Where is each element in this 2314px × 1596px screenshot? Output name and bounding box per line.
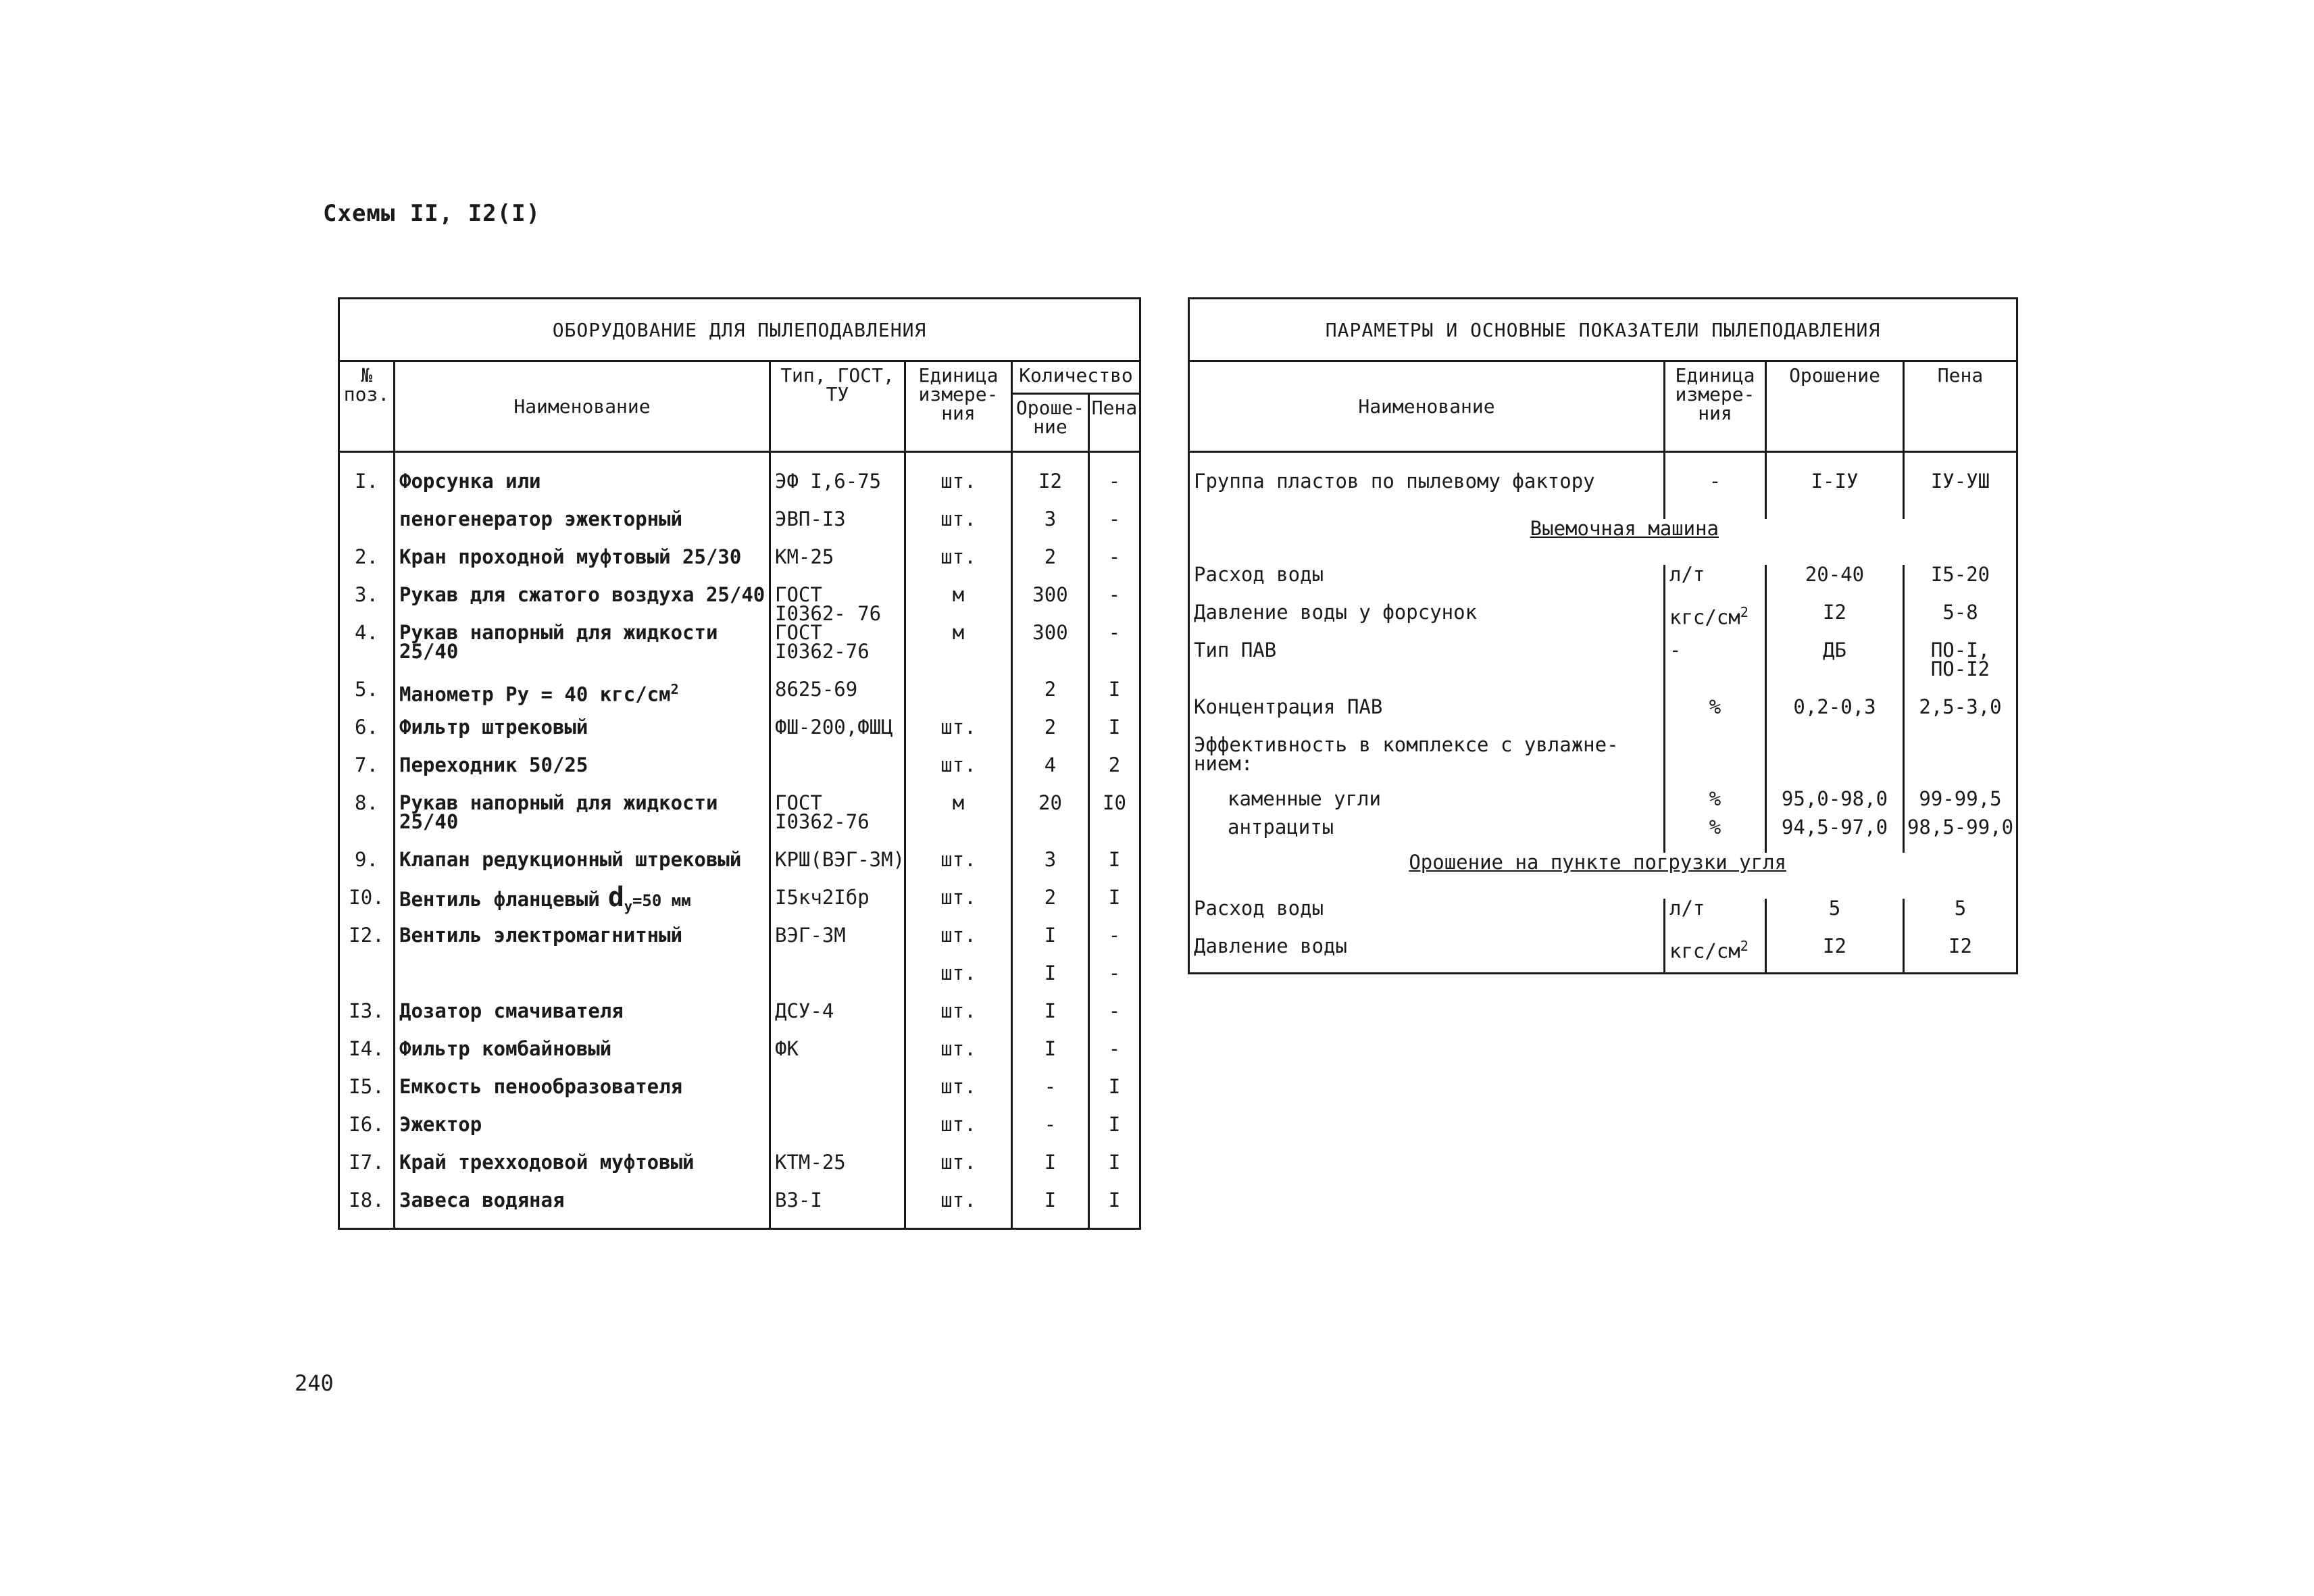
col-type-header: Тип, ГОСТ, ТУ [770, 361, 905, 452]
row-qty-foam: I [1089, 888, 1140, 926]
row-num: 6. [339, 718, 395, 755]
row-type: ГОСТ I0362- 76 [770, 585, 905, 623]
row-qty-water: I2 [1012, 472, 1089, 509]
row-num: I2. [339, 926, 395, 964]
param-water: ДБ [1766, 641, 1904, 697]
row-qty-water: 300 [1012, 585, 1089, 623]
row-name: пеногенератор эжекторный [395, 509, 770, 547]
row-qty-foam: I [1089, 1153, 1140, 1191]
table-row [1189, 472, 2017, 519]
param-unit: % [1665, 818, 1766, 853]
row-num: 4. [339, 623, 395, 680]
page-number: 240 [295, 1370, 334, 1396]
row-num: 9. [339, 850, 395, 888]
row-type: I5кч2Iбр [770, 888, 905, 926]
row-name: Клапан редукционный штрековый [395, 850, 770, 888]
row-qty-water: 3 [1012, 509, 1089, 547]
param-water: 94,5-97,0 [1766, 818, 1904, 853]
param-foam: 2,5-3,0 [1904, 697, 2017, 735]
row-type: 8625-69 [770, 680, 905, 718]
unit-text: кгс/см [1669, 939, 1740, 963]
param-name: Концентрация ПАВ [1189, 697, 1665, 735]
row-qty-water: 3 [1012, 850, 1089, 888]
row-qty-foam: - [1089, 509, 1140, 547]
row-name: Фильтр штрековый [395, 718, 770, 755]
row-type [770, 1077, 905, 1115]
param-name: Давление воды [1189, 937, 1665, 973]
row-unit: шт. [905, 1191, 1012, 1228]
row-qty-water: 300 [1012, 623, 1089, 680]
row-unit: м [905, 623, 1012, 680]
row-unit: шт. [905, 1153, 1012, 1191]
diameter-symbol: d [607, 882, 624, 913]
row-qty-water: 2 [1012, 547, 1089, 585]
row-name: Рукав напорный для жидкости 25/40 [395, 793, 770, 850]
table-row [339, 755, 1140, 793]
row-unit: шт. [905, 718, 1012, 755]
row-qty-water: I [1012, 1001, 1089, 1039]
row-name: Манометр Ру = 40 кгс/$см^2$ [395, 680, 770, 718]
row-qty-water: I [1012, 1191, 1089, 1228]
table-row [339, 472, 1140, 509]
param-water: I-IУ [1766, 472, 1904, 519]
row-type: ЭФ I,6-75 [770, 472, 905, 509]
table-row [339, 793, 1140, 850]
row-num: I0. [339, 888, 395, 926]
row-type: ВЭГ-3М [770, 926, 905, 964]
equipment-table-title: ОБОРУДОВАНИЕ ДЛЯ ПЫЛЕПОДАВЛЕНИЯ [339, 299, 1140, 361]
row-qty-water: 20 [1012, 793, 1089, 850]
table-row [1189, 899, 2017, 937]
section-title: Орошение на пункте погрузки угля [1409, 851, 1787, 874]
row-unit: м [905, 793, 1012, 850]
row-unit: шт. [905, 850, 1012, 888]
param-unit: - [1665, 472, 1766, 519]
param-foam: I5-20 [1904, 565, 2017, 603]
row-type: ГОСТ I0362-76 [770, 793, 905, 850]
table-row [339, 1039, 1140, 1077]
row-name: Дозатор смачивателя [395, 1001, 770, 1039]
table-row [339, 888, 1140, 926]
table-row [339, 623, 1140, 680]
row-type: КТМ-25 [770, 1153, 905, 1191]
params-col-foam-header: Пена [1904, 361, 2017, 452]
diameter-value: =50 мм [632, 891, 691, 910]
col-qty-water-header: Ороше- ние [1012, 393, 1089, 451]
row-unit: шт. [905, 509, 1012, 547]
params-table [1188, 297, 2018, 974]
row-unit: шт. [905, 472, 1012, 509]
row-qty-water: I [1012, 964, 1089, 1001]
param-foam: ПО-I, ПО-I2 [1904, 641, 2017, 697]
table-row [339, 718, 1140, 755]
table-row [1189, 789, 2017, 818]
param-water: 0,2-0,3 [1766, 697, 1904, 735]
table-row [339, 585, 1140, 623]
param-unit: % [1665, 697, 1766, 735]
row-qty-water: I [1012, 1153, 1089, 1191]
param-name: Группа пластов по пылевому фактору [1189, 472, 1665, 519]
row-qty-foam: - [1089, 1039, 1140, 1077]
row-name: Рукав для сжатого воздуха 25/40 [395, 585, 770, 623]
row-qty-foam: I0 [1089, 793, 1140, 850]
table-row [339, 1153, 1140, 1191]
param-water: I2 [1766, 937, 1904, 973]
row-num: 5. [339, 680, 395, 718]
row-unit: м [905, 585, 1012, 623]
table-row [339, 1077, 1140, 1115]
row-name: Рукав напорный для жидкости 25/40 [395, 623, 770, 680]
param-water: 95,0-98,0 [1766, 789, 1904, 818]
row-qty-foam: 2 [1089, 755, 1140, 793]
row-num: I. [339, 472, 395, 509]
param-foam: 99-99,5 [1904, 789, 2017, 818]
row-qty-foam: - [1089, 623, 1140, 680]
row-qty-foam: - [1089, 964, 1140, 1001]
unit-superscript: 2 [1740, 604, 1749, 620]
row-qty-water: - [1012, 1115, 1089, 1153]
param-foam: IУ-УШ [1904, 472, 2017, 519]
row-num: I3. [339, 1001, 395, 1039]
row-qty-water: 2 [1012, 888, 1089, 926]
row-name: Край трехходовой муфтовый [395, 1153, 770, 1191]
param-foam: I2 [1904, 937, 2017, 973]
row-name: Кран проходной муфтовый 25/30 [395, 547, 770, 585]
row-qty-water: 4 [1012, 755, 1089, 793]
table-row [339, 1001, 1140, 1039]
row-type [770, 1115, 905, 1153]
row-qty-foam: I [1089, 1191, 1140, 1228]
param-unit: л/т [1665, 899, 1766, 937]
col-num-header: № поз. [339, 361, 395, 452]
diameter-subscript: у [624, 897, 632, 914]
row-type: ЭВП-I3 [770, 509, 905, 547]
row-unit: шт. [905, 1039, 1012, 1077]
table-row [1189, 603, 2017, 641]
table-row [339, 926, 1140, 964]
row-type: КМ-25 [770, 547, 905, 585]
param-foam: 98,5-99,0 [1904, 818, 2017, 853]
row-qty-foam: I [1089, 1115, 1140, 1153]
table-row [339, 509, 1140, 547]
param-name: каменные угли [1189, 789, 1665, 818]
row-unit: шт. [905, 1077, 1012, 1115]
row-qty-foam: - [1089, 926, 1140, 964]
params-col-name-header: Наименование [1189, 361, 1665, 452]
param-unit [1665, 603, 1766, 641]
row-num [339, 964, 395, 1001]
row-type: ГОСТ I0362-76 [770, 623, 905, 680]
row-type [770, 755, 905, 793]
col-name-header: Наименование [395, 361, 770, 452]
table-row [339, 850, 1140, 888]
param-unit: л/т [1665, 565, 1766, 603]
row-num: I4. [339, 1039, 395, 1077]
table-row [339, 1115, 1140, 1153]
param-name: Тип ПАВ [1189, 641, 1665, 697]
row-qty-water: - [1012, 1077, 1089, 1115]
unit-text: кгс/см [1669, 605, 1740, 629]
row-qty-foam: - [1089, 585, 1140, 623]
row-unit: шт. [905, 964, 1012, 1001]
col-qty-header: Количество [1012, 361, 1140, 394]
param-unit: - [1665, 641, 1766, 697]
row-type: ДСУ-4 [770, 1001, 905, 1039]
table-row [339, 680, 1140, 718]
row-name: Фильтр комбайновый [395, 1039, 770, 1077]
row-qty-foam: I [1089, 680, 1140, 718]
table-row [339, 964, 1140, 1001]
param-name: антрациты [1189, 818, 1665, 853]
row-type: ФК [770, 1039, 905, 1077]
table-row [1189, 697, 2017, 735]
params-col-unit-header: Единица измере- ния [1665, 361, 1766, 452]
row-type: КРШ(ВЭГ-3М) [770, 850, 905, 888]
param-unit [1665, 937, 1766, 973]
param-name: Расход воды [1189, 899, 1665, 937]
row-qty-foam: I [1089, 718, 1140, 755]
unit-superscript: 2 [1740, 938, 1749, 954]
row-name: Эжектор [395, 1115, 770, 1153]
row-qty-foam: I [1089, 850, 1140, 888]
row-name: Вентиль электромагнитный [395, 926, 770, 964]
row-name: Емкость пенообразователя [395, 1077, 770, 1115]
param-name: Эффективность в комплексе с увлажне- нием: [1189, 735, 1665, 789]
param-unit: % [1665, 789, 1766, 818]
col-unit-header: Единица измере- ния [905, 361, 1012, 452]
row-type: ФШ-200,ФШЦ [770, 718, 905, 755]
row-unit: шт. [905, 1115, 1012, 1153]
row-unit [905, 680, 1012, 718]
page-header: Схемы II, I2(I) [323, 200, 541, 227]
row-num: 2. [339, 547, 395, 585]
row-name [395, 964, 770, 1001]
param-name: Давление воды у форсунок [1189, 603, 1665, 641]
row-qty-foam: - [1089, 547, 1140, 585]
param-foam: 5-8 [1904, 603, 2017, 641]
row-num: I6. [339, 1115, 395, 1153]
row-num: I5. [339, 1077, 395, 1115]
row-qty-water: 2 [1012, 718, 1089, 755]
row-qty-foam: I [1089, 1077, 1140, 1115]
row-qty-foam: - [1089, 1001, 1140, 1039]
row-num: 3. [339, 585, 395, 623]
row-num: 8. [339, 793, 395, 850]
row-num [339, 509, 395, 547]
param-water: 5 [1766, 899, 1904, 937]
row-name: Вентиль фланцевый $d_у=50$ мм [395, 888, 770, 926]
params-col-water-header: Орошение [1766, 361, 1904, 452]
row-qty-water: I [1012, 1039, 1089, 1077]
row-type: ВЗ-I [770, 1191, 905, 1228]
table-row [1189, 937, 2017, 973]
row-name: Форсунка или [395, 472, 770, 509]
table-row [1189, 565, 2017, 603]
row-qty-water: I [1012, 926, 1089, 964]
row-name: Переходник 50/25 [395, 755, 770, 793]
row-num: I7. [339, 1153, 395, 1191]
param-foam: 5 [1904, 899, 2017, 937]
param-name: Расход воды [1189, 565, 1665, 603]
row-qty-foam: - [1089, 472, 1140, 509]
row-num: 7. [339, 755, 395, 793]
table-row [339, 1191, 1140, 1228]
section-title: Выемочная машина [1530, 517, 1719, 540]
row-unit: шт. [905, 926, 1012, 964]
table-row [1189, 818, 2017, 853]
table-row [339, 547, 1140, 585]
params-table-title: ПАРАМЕТРЫ И ОСНОВНЫЕ ПОКАЗАТЕЛИ ПЫЛЕПОДАВЛЕНИЯ [1189, 299, 2017, 361]
table-row [1189, 641, 2017, 697]
row-unit: шт. [905, 1001, 1012, 1039]
row-qty-water: 2 [1012, 680, 1089, 718]
row-unit: шт. [905, 547, 1012, 585]
equipment-table [338, 297, 1141, 1230]
param-water: I2 [1766, 603, 1904, 641]
superscript: 2 [670, 681, 679, 697]
row-unit: шт. [905, 755, 1012, 793]
col-qty-foam-header: Пена [1089, 393, 1140, 451]
row-unit: шт. [905, 888, 1012, 926]
row-num: I8. [339, 1191, 395, 1228]
row-type [770, 964, 905, 1001]
table-row [1189, 735, 2017, 789]
row-name: Завеса водяная [395, 1191, 770, 1228]
param-water: 20-40 [1766, 565, 1904, 603]
